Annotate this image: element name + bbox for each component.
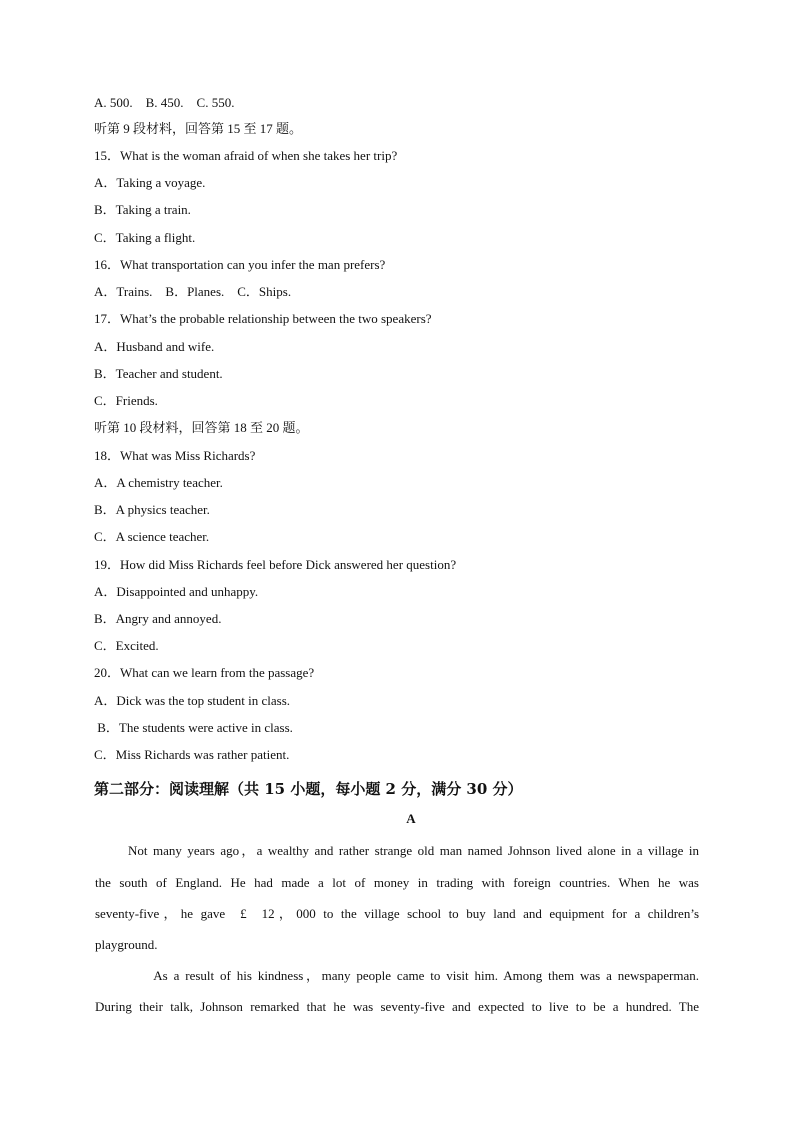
passage-line: As a result of his kindness，many people came to visit him. Among them was a newspaperman. (95, 968, 699, 983)
passage-line: During their talk, Johnson remarked that he was seventy-five and expected to live to be a hundred. The (95, 999, 699, 1014)
text-line: B．A physics teacher. (94, 502, 210, 517)
text-line: B．Taking a train. (94, 202, 191, 217)
text-line: C．Friends. (94, 393, 158, 408)
text-line: B．The students were active in class. (94, 720, 293, 735)
text-line: 听第 9 段材料，回答第 15 至 17 题。 (94, 121, 303, 136)
text-line: 18．What was Miss Richards? (94, 448, 256, 463)
text-line: 听第 10 段材料，回答第 18 至 20 题。 (94, 420, 309, 435)
text-line: B．Angry and annoyed. (94, 611, 222, 626)
passage-line: seventy-five，he gave £ 12，000 to the village school to buy land and equipment for a children’s (95, 906, 699, 921)
text-line: B．Teacher and student. (94, 366, 223, 381)
text-line: C．A science teacher. (94, 529, 210, 544)
text-line: 15．What is the woman afraid of when she takes her trip? (94, 148, 398, 163)
text-line: C．Miss Richards was rather patient. (94, 747, 290, 762)
passage-label: A (406, 811, 416, 826)
text-line: A．Disappointed and unhappy. (94, 584, 259, 599)
text-line: 16．What transportation can you infer the man prefers? (94, 257, 386, 272)
text-line: A. 500. B. 450. C. 550. (94, 95, 235, 110)
text-line: 20．What can we learn from the passage? (94, 665, 315, 680)
text-line: C．Excited. (94, 638, 159, 653)
text-line: A．Taking a voyage. (94, 175, 206, 190)
passage-line: Not many years ago，a wealthy and rather strange old man named Johnson lived alone in a village in (95, 843, 699, 858)
passage-line: the south of England. He had made a lot of money in trading with foreign countries. When he was (95, 875, 699, 890)
text-line: C．Taking a flight. (94, 230, 196, 245)
text-line: A．Husband and wife. (94, 339, 215, 354)
text-line: 19．How did Miss Richards feel before Dick answered her question? (94, 557, 457, 572)
section-title: 第二部分：阅读理解（共 15 小题，每小题 2 分，满分 30 分） (94, 780, 523, 798)
text-line: A．Dick was the top student in class. (94, 693, 291, 708)
text-line: 17．What’s the probable relationship between the two speakers? (94, 311, 432, 326)
text-line: A．Trains. B．Planes. C．Ships. (94, 284, 292, 299)
passage-line: playground. (95, 937, 158, 952)
text-line: A．A chemistry teacher. (94, 475, 223, 490)
